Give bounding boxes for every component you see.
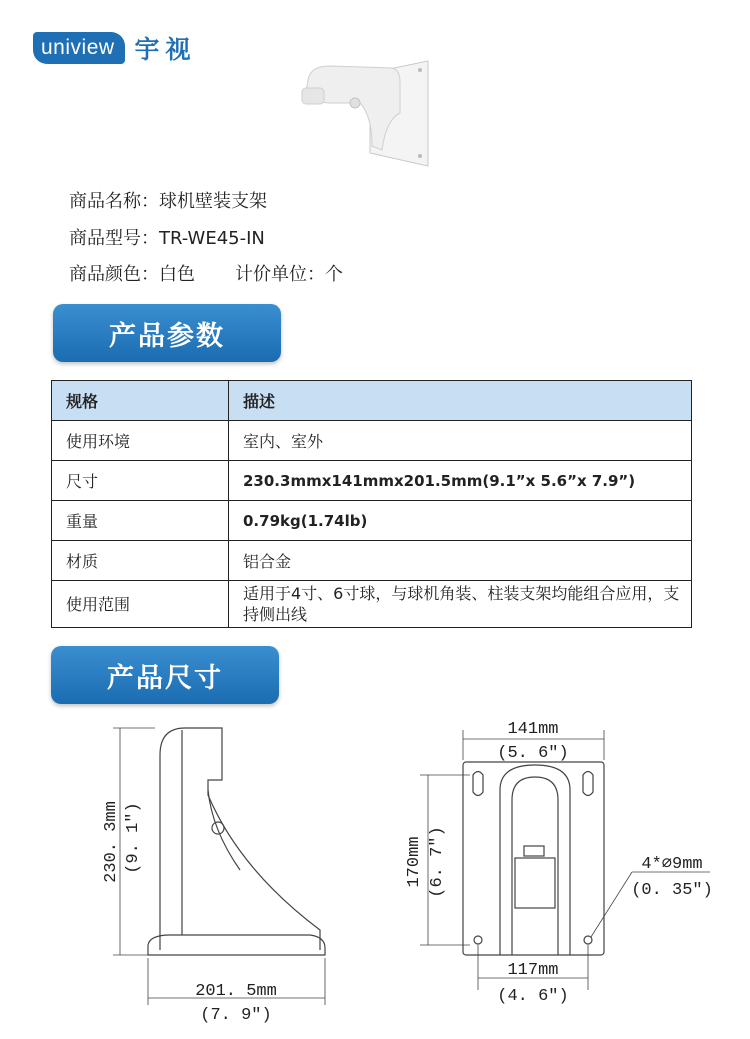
dim-hole-dia-in: (0. 35")	[631, 881, 713, 900]
front-view-arm	[500, 765, 570, 955]
dim-hole-dia-mm: 4*∅9mm	[641, 855, 703, 874]
side-view-base	[148, 935, 325, 955]
info-name-label: 商品名称：	[69, 191, 159, 212]
side-view-outline	[160, 728, 320, 950]
info-unit-value: 个	[325, 264, 343, 285]
info-model-value: TR-WE45-IN	[159, 228, 265, 249]
brand-logo-en: uniview	[33, 32, 125, 64]
info-color-value: 白色	[159, 264, 195, 285]
dim-height-mm: 230. 3mm	[102, 801, 121, 883]
dim-width-in: (5. 6")	[497, 744, 569, 763]
spec-key: 材质	[52, 541, 229, 581]
spec-header-spec: 规格	[52, 381, 229, 421]
spec-value: 230.3mmx141mmx201.5mm(9.1”x 5.6”x 7.9”)	[229, 461, 692, 501]
spec-value: 铝合金	[229, 541, 692, 581]
spec-key: 重量	[52, 501, 229, 541]
brand-logo-cn: 宇视	[134, 35, 197, 64]
dim-depth-mm: 201. 5mm	[195, 982, 277, 1001]
spec-value: 0.79kg(1.74lb)	[229, 501, 692, 541]
spec-value: 室内、室外	[229, 421, 692, 461]
spec-key: 尺寸	[52, 461, 229, 501]
dim-hole-v-in: (6. 7")	[428, 826, 447, 898]
dim-height-in: (9. 1")	[124, 802, 143, 874]
dim-width-mm: 141mm	[507, 720, 559, 739]
info-name-value: 球机壁装支架	[159, 191, 267, 212]
dim-hole-v-mm: 170mm	[405, 836, 424, 888]
dim-depth-in: (7. 9")	[200, 1006, 272, 1025]
dim-hole-h-in: (4. 6")	[497, 987, 569, 1006]
spec-header-desc: 描述	[229, 381, 692, 421]
info-unit-label: 计价单位：	[235, 264, 325, 285]
section-title-size: 产品尺寸	[51, 646, 279, 704]
dim-hole-h-mm: 117mm	[507, 961, 559, 980]
spec-key: 使用环境	[52, 421, 229, 461]
spec-value: 适用于4寸、6寸球，与球机角装、柱装支架均能组合应用，支持侧出线	[229, 581, 692, 628]
spec-key: 使用范围	[52, 581, 229, 628]
info-color-label: 商品颜色：	[69, 264, 159, 285]
section-title-params: 产品参数	[53, 304, 281, 362]
info-model-label: 商品型号：	[69, 228, 159, 249]
